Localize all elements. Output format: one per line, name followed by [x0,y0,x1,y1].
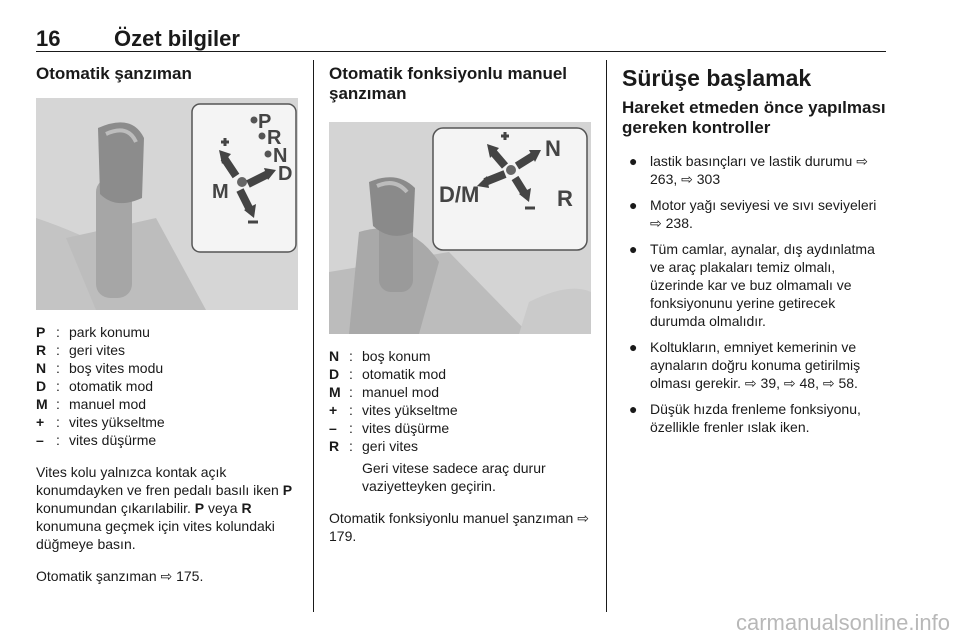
manual-gear-illustration [329,122,591,334]
figure-label-p: P [258,111,272,133]
figure-label-d: D [278,163,293,185]
legend-row: R : geri vites [329,438,419,454]
legend-row: N : boş konum [329,348,431,364]
list-item: ● Koltukların, emniyet kemerinin ve aynaların doğru konuma getirilmiş olması gerekir. ⇨ 39, ⇨ 48, ⇨ 58. [629,339,861,391]
legend-row: – : vites düşürme [329,420,450,436]
legend-row: R : geri vites [36,342,126,358]
list-item: ● Düşük hızda frenleme fonksiyonu, özellikle frenler ıslak iken. [629,401,861,435]
legend-row: D : otomatik mod [329,366,447,382]
section-heading: Sürüşe başlamak [622,65,812,91]
figure-label-r: R [267,127,282,149]
list-item: ● Tüm camlar, aynalar, dış aydınlatma ve araç plakaları temiz olmalı, üzerinde kar ve buz olmamalı ve fonksiyonunu yerine getirecek durumda olmalıdır. [629,241,875,329]
checklist [622,152,886,436]
column-starting-drive [622,64,886,444]
column-divider-2 [606,60,607,612]
watermark: carmanualsonline.info [735,610,950,635]
gear-legend [36,323,298,449]
figure-label-n: N [545,136,561,161]
legend-row: N : boş vites modu [36,360,164,376]
column-automatic-transmission [36,64,298,585]
legend-row: + : vites yükseltme [329,402,458,418]
section-title: Otomatik şanzıman [36,64,192,83]
gear-lever-figure [36,98,298,310]
gear-legend [329,347,591,455]
section-title: Otomatik fonksiyonlu manuel şanzıman [329,64,568,103]
figure-label-n: N [273,145,288,167]
page-number: 16 [36,26,61,51]
page-reference: Otomatik fonksiyonlu manuel şanzıman ⇨ 179. [329,510,589,544]
lever-instructions: Vites kolu yalnızca kontak açık konumdayken ve fren pedalı basılı iken P konumundan çıkarılabilir. P veya R konumuna geçmek için vites kolundaki düğmeye basın. [36,464,293,552]
list-item: ● Motor yağı seviyesi ve sıvı seviyeleri ⇨ 238. [629,197,877,231]
header-rule [36,51,886,52]
reverse-note: Geri vitese sadece araç durur vaziyetteyken geçirin. [362,460,546,494]
page-header [36,26,886,50]
figure-label-dm: D/M [439,182,480,207]
figure-label-r: R [557,186,573,211]
column-divider-1 [313,60,314,612]
subsection-heading: Hareket etmeden önce yapılması gereken kontroller [622,98,886,137]
page-reference: Otomatik şanzıman ⇨ 175. [36,568,204,584]
gear-lever-illustration [36,98,298,310]
legend-row: M : manuel mod [36,396,147,412]
legend-row: – : vites düşürme [36,432,157,448]
list-item: ● lastik basınçları ve lastik durumu ⇨ 263, ⇨ 303 [629,153,868,187]
legend-row: D : otomatik mod [36,378,154,394]
legend-row: + : vites yükseltme [36,414,165,430]
figure-label-m: M [212,181,229,203]
column-manual-transmission [329,64,591,545]
legend-row: M : manuel mod [329,384,440,400]
manual-gear-figure [329,122,591,334]
chapter-title: Özet bilgiler [114,26,240,51]
legend-row: P : park konumu [36,324,150,340]
